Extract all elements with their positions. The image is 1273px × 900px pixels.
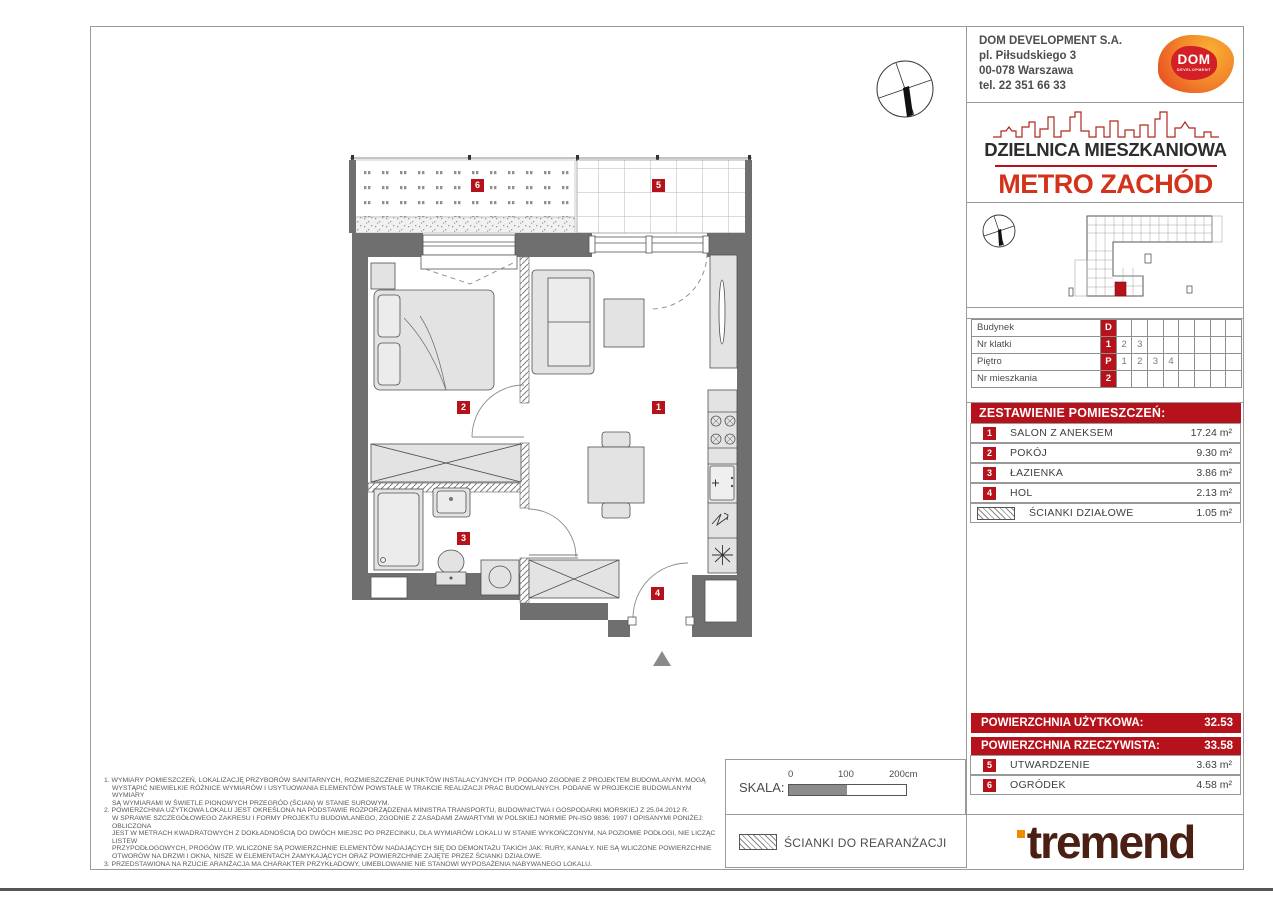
rearrangement-legend-label: ŚCIANKI DO REARANŻACJI [784, 836, 947, 850]
shelf [371, 263, 395, 289]
dom-logo-text: DOM [1177, 52, 1211, 67]
balcony-door-swing [651, 253, 707, 309]
tremend-logo [1017, 815, 1195, 868]
wall-niche-left [371, 577, 407, 598]
room-name: UTWARDZENIE [1010, 759, 1090, 771]
extra-row-ogrodek [970, 775, 1241, 795]
room-name: SALON Z ANEKSEM [1010, 427, 1114, 439]
chair [602, 503, 630, 518]
north-compass-icon [872, 55, 942, 127]
terrace-area [577, 160, 750, 233]
toilet [438, 550, 464, 574]
rearrangement-legend-box [725, 815, 966, 868]
plan-badge-utwardzenie: 5 [652, 179, 665, 192]
scale-bar-dark [788, 784, 849, 796]
info-panel [966, 26, 1244, 868]
vent-icon [712, 545, 733, 565]
project-title: METRO ZACHÓD [998, 169, 1213, 199]
room-area: 2.13 m² [1196, 487, 1232, 499]
dom-development-logo [1158, 35, 1234, 93]
plan-badge-lazienka: 3 [457, 532, 470, 545]
disclaimer-line: 2. POWIERZCHNIA UŻYTKOWA LOKALU JEST OKREŚLONA NA PODSTAWIE ROZPORZĄDZENIA MINISTRA TRANSPORTU, BUDOWNICTWA I GOSPODARKI MORSKIEJ Z 25.04.2012 R. [104, 807, 689, 815]
room-row-scianki [970, 503, 1241, 523]
room-area: 3.86 m² [1196, 467, 1232, 479]
siteplan-compass-icon [979, 211, 1019, 251]
plan-badge-salon: 1 [652, 401, 665, 414]
usable-area-label: POWIERZCHNIA UŻYTKOWA: [981, 717, 1144, 729]
dom-logo-subtext: DEVELOPMENT [1177, 68, 1211, 72]
rearrangement-swatch-icon [739, 834, 777, 850]
partition-swatch-icon [977, 507, 1015, 520]
tremend-logo-box [967, 815, 1244, 868]
garden-left-post [349, 160, 356, 233]
chair [602, 432, 630, 447]
room-row-lazienka [970, 463, 1241, 483]
kitchen-units [708, 390, 737, 573]
disclaimer-line: WYSTĄPIĆ NIEWIELKIE RÓŻNICE WYMIARÓW I USYTUOWANIA ELEMENTÓW POWSTAŁE W TRAKCIE REALIZACJI PRAC BUDOWLANYCH. PODANE W PROJEKCIE BUDOWLANYM WYMIARY [112, 784, 692, 800]
room-number-badge: 5 [983, 759, 996, 772]
room-area: 3.63 m² [1196, 759, 1232, 771]
room-row-hol [970, 483, 1241, 503]
actual-area-bar [971, 737, 1241, 755]
room-number-badge: 6 [983, 779, 996, 792]
room-name: POKÓJ [1010, 447, 1048, 459]
usable-area-value: 32.53 [1204, 717, 1233, 729]
scale-bar-light [847, 784, 907, 796]
unit-location-marker [1115, 282, 1126, 296]
dining-table [588, 447, 644, 503]
actual-area-value: 33.58 [1204, 740, 1233, 752]
branding-box [967, 103, 1244, 203]
room-number-badge: 3 [983, 467, 996, 480]
washing-machine [481, 560, 519, 595]
wall-niche-right [705, 580, 737, 622]
room-name: HOL [1010, 487, 1033, 499]
room-name: ŚCIANKI DZIAŁOWE [1029, 507, 1134, 519]
scale-tick-100: 100 [838, 769, 854, 780]
disclaimer-text [104, 777, 719, 868]
room-number-badge: 2 [983, 447, 996, 460]
bedroom-furniture [371, 263, 521, 482]
unit-table [971, 319, 1242, 388]
room-row-pokoj [970, 443, 1241, 463]
room-name: OGRÓDEK [1010, 779, 1066, 791]
company-phone: tel. 22 351 66 33 [979, 80, 1066, 92]
panel-spacer [967, 383, 1244, 403]
company-name: DOM DEVELOPMENT S.A. [979, 35, 1123, 47]
plan-badge-pokoj: 2 [457, 401, 470, 414]
usable-area-bar [971, 713, 1241, 733]
disclaimer-line: JEST W METRACH KWADRATOWYCH Z DOKŁADNOŚCIĄ DO DWÓCH MIEJSC PO PRZECINKU, DLA WYMIARÓW LOKALU W STANIE WYKOŃCZONYM, NA POZIOMIE PODŁOGI, NIE LICZĄC LISTEW [112, 830, 716, 845]
panel-spacer [967, 795, 1244, 815]
siteplan-box [967, 203, 1244, 308]
floor-plan [340, 150, 770, 670]
tremend-logo-text: tremend [1026, 815, 1195, 868]
district-title: DZIELNICA MIESZKANIOWA [984, 139, 1227, 160]
room-row-salon [970, 423, 1241, 443]
disclaimer-line: OTWORÓW NA DRZWI I OKNA, NISZE W ELEMENTACH ZAMYKAJĄCYCH ORAZ POWIERZCHNIE ZAJĘTE PRZEZ ŚCIANKI DZIAŁOWE. [112, 852, 542, 860]
terrace-right-post [745, 160, 752, 233]
livingroom-window [589, 236, 709, 309]
extra-row-utwardzenie [970, 755, 1241, 775]
disclaimer-line: 1. WYMIARY POMIESZCZEŃ, LOKALIZACJĘ PRZYBORÓW SANITARNYCH, ROZMIESZCZENIE PUNKTÓW INSTALACYJNYCH ITP. PODANO ZGODNIE Z PROJEKTEM BUDOWLANYM. MOGĄ [104, 777, 706, 784]
room-number-badge: 1 [983, 427, 996, 440]
scale-tick-0: 0 [788, 769, 794, 780]
bedroom-window [421, 235, 517, 284]
room-name: ŁAZIENKA [1010, 467, 1064, 479]
table-row-klatka: Nr klatki 1 2 3 [972, 337, 1242, 354]
plan-badge-ogrodek: 6 [471, 179, 484, 192]
room-number-badge: 4 [983, 487, 996, 500]
table-row-mieszkanie: Nr mieszkania 2 [972, 371, 1242, 388]
district-underline [995, 165, 1217, 167]
disclaimer-line: PRZYPODŁOGOWYCH, PROGÓW ITP. WLICZONE SĄ POWIERZCHNIE ELEMENTÓW NADAJĄCYCH SIĘ DO DEMONTAŻU TAKICH JAK: RURY, KANAŁY. NIE SĄ WLICZONE POWIERZCHNIE [112, 845, 712, 853]
room-area: 4.58 m² [1196, 779, 1232, 791]
skyline-icon [991, 107, 1221, 141]
company-box [967, 26, 1244, 103]
scale-tick-200: 200cm [889, 769, 918, 780]
company-address1: pl. Piłsudskiego 3 [979, 50, 1077, 62]
panel-spacer [967, 308, 1244, 319]
scale-label: SKALA: [739, 780, 785, 795]
coffee-table [604, 299, 644, 347]
pillow [378, 295, 400, 337]
tremend-logo-dot [1017, 830, 1025, 838]
livingroom-furniture [532, 255, 737, 518]
plan-badge-hol: 4 [651, 587, 664, 600]
room-list-header: ZESTAWIENIE POMIESZCZEŃ: [971, 403, 1241, 423]
hall-wardrobe [529, 555, 619, 598]
actual-area-label: POWIERZCHNIA RZECZYWISTA: [981, 740, 1160, 752]
room-area: 17.24 m² [1190, 427, 1232, 439]
garden-area [352, 160, 575, 233]
table-row-budynek: Budynek D [972, 320, 1242, 337]
entrance-arrow [653, 651, 671, 666]
table-row-pietro: Piętro P 1 2 3 4 [972, 354, 1242, 371]
siteplan-map [1067, 208, 1237, 306]
pillow [378, 343, 400, 385]
scale-box [725, 759, 966, 815]
page-bottom-rule [0, 888, 1273, 891]
company-address2: 00-078 Warszawa [979, 65, 1074, 77]
disclaimer-line: W SPRAWIE SZCZEGÓŁOWEGO ZAKRESU I FORMY PROJEKTU BUDOWLANEGO, ZGODNIE Z ZASADAMI ZAWARTYMI W POLSKIEJ NORMIE PN-ISO 9836: 1997 I OPISANYMI PONIŻEJ: OBLICZONA [112, 814, 704, 830]
room-area: 9.30 m² [1196, 447, 1232, 459]
disclaimer-line: SĄ WYMIARAMI W ŚWIETLE PIONOWYCH PRZEGRÓD (ŚCIAN) W STANIE SUROWYM. [112, 799, 390, 807]
room-area: 1.05 m² [1196, 507, 1232, 519]
disclaimer-line: 3. PRZEDSTAWIONA NA RZUCIE ARANŻACJA MA CHARAKTER PRZYKŁADOWY, UMEBLOWANIE NIE STANOWI WYPOSAŻENIA NABYWANEGO LOKALU. [104, 860, 592, 868]
